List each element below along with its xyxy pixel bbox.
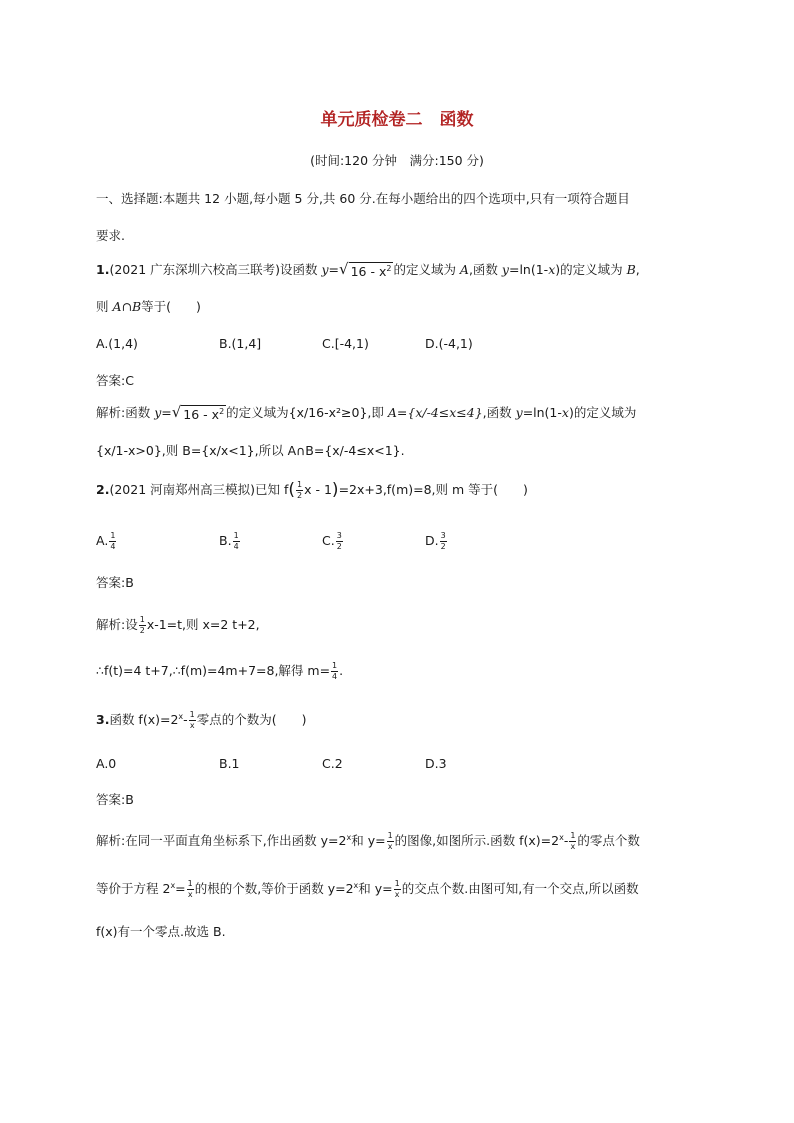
q2-answer: 答案:B <box>96 575 134 590</box>
q2-number: 2. <box>96 482 110 497</box>
q1-stem-line2: 则 A∩B等于( ) <box>96 299 201 314</box>
section-instructions-line1: 一、选择题:本题共 12 小题,每小题 5 分,共 60 分.在每小题给出的四个选项中,只有一项符合题目 <box>96 191 630 206</box>
q3-option-a: A.0 <box>96 756 117 771</box>
q3-analysis-line3: f(x)有一个零点.故选 B. <box>96 924 226 939</box>
q2-analysis-line2: ∴f(t)=4 t+7,∴f(m)=4m+7=8,解得 m= $\frac{1}{4}$ . <box>96 661 344 681</box>
q2-option-c: C. $\frac{3}{2}$ <box>322 531 342 551</box>
q1-option-a: A.(1,4) <box>96 336 138 351</box>
q3-option-c: C.2 <box>322 756 343 771</box>
q1-stem-line1: 1.(2021 广东深圳六校高三联考)设函数 y= √ $16 - x^2$ 的定义域为 A,函数 y=ln(1-x)的定义域为 B, <box>96 260 640 280</box>
q3-option-d: D.3 <box>425 756 447 771</box>
q1-number: 1. <box>96 262 110 278</box>
page-title: 单元质检卷二 函数 <box>320 110 474 130</box>
q1-analysis-line1: 解析:函数 y= √ $16 - x^2$ 的定义域为{x/16-x²≥0},即 A={x/-4≤x≤4},函数 y=ln(1-x)的定义域为 <box>96 403 637 423</box>
section-instructions-line2: 要求. <box>96 228 125 243</box>
q1-analysis-line2: {x/1-x>0},则 B={x/x<1},所以 A∩B={x/-4≤x<1}. <box>96 443 405 458</box>
exam-info: (时间:120 分钟 满分:150 分) <box>310 153 484 168</box>
q2-stem: 2.(2021 河南郑州高三模拟)已知 f( $\frac{1}{2}$ x - 1)=2x+3,f(m)=8,则 m 等于( ) <box>96 480 528 500</box>
q3-option-b: B.1 <box>219 756 240 771</box>
q1-source: (2021 广东深圳六校高三联考)设函数 <box>109 262 322 278</box>
q1-option-b: B.(1,4] <box>219 336 262 351</box>
q2-option-d: D. $\frac{3}{2}$ <box>425 531 446 551</box>
q2-analysis-line1: 解析:设 $\frac{1}{2}$ x-1=t,则 x=2 t+2, <box>96 615 260 635</box>
q2-option-a: A. $\frac{1}{4}$ <box>96 531 116 551</box>
q1-option-c: C.[-4,1) <box>322 336 369 351</box>
q3-analysis-line2: 等价于方程 $2^x=$ $\frac{1}{x}$ 的根的个数,等价于函数 $y=2^x$和 y= $\frac{1}{x}$ 的交点个数.由图可知,有一个交点,所以函数 <box>96 879 639 899</box>
q3-stem: 3.函数 $f(x)=2^x-$ $\frac{1}{x}$ 零点的个数为( ) <box>96 710 307 730</box>
q3-number: 3. <box>96 712 110 727</box>
q1-answer: 答案:C <box>96 373 134 388</box>
q1-option-d: D.(-4,1) <box>425 336 473 351</box>
q2-option-b: B. $\frac{1}{4}$ <box>219 531 239 551</box>
q3-analysis-line1: 解析:在同一平面直角坐标系下,作出函数 $y=2^x$和 y= $\frac{1}{x}$ 的图像,如图所示.函数 $f(x)=2^x-$ $\frac{1}{x}$ 的零点个数 <box>96 831 640 851</box>
q3-answer: 答案:B <box>96 792 134 807</box>
q1-sqrt: √ $16 - x^2$ <box>339 260 392 280</box>
